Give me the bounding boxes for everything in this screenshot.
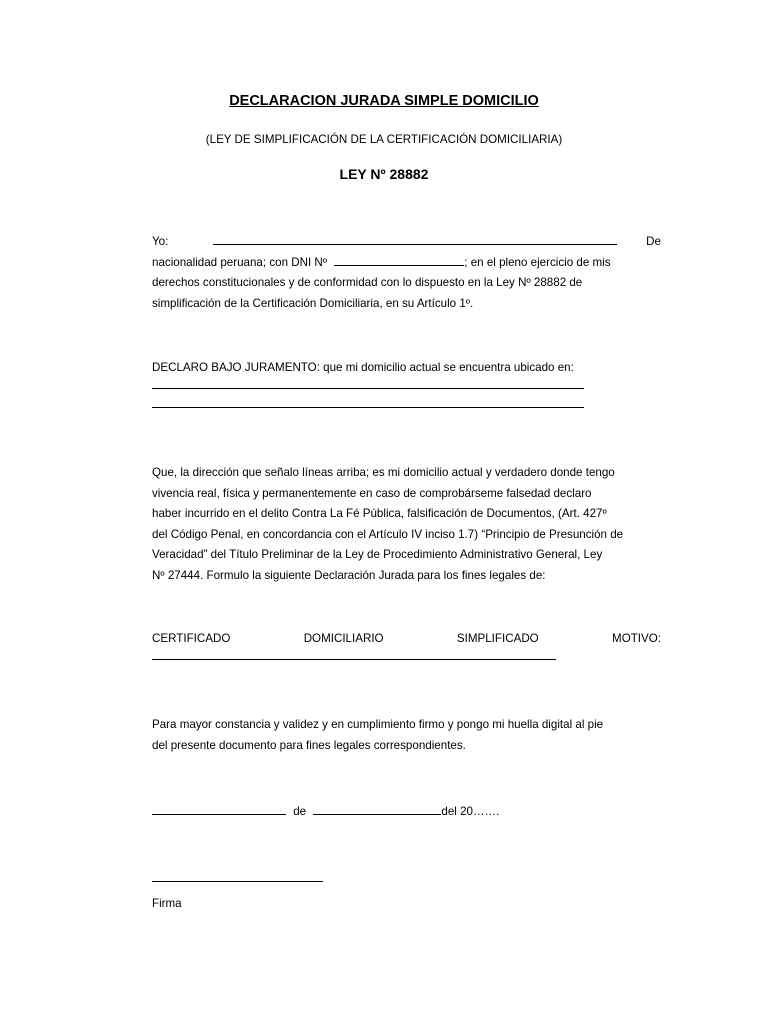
motivo-label: MOTIVO: — [612, 632, 661, 645]
motive-heading — [152, 629, 661, 650]
certificado-word: CERTIFICADO — [152, 632, 231, 645]
document-subtitle: (LEY DE SIMPLIFICACIÓN DE LA CERTIFICACIÓN DOMICILIARIA) — [205, 133, 563, 146]
dni-line — [152, 253, 661, 274]
closing-paragraph — [152, 715, 661, 756]
name-blank[interactable] — [213, 232, 617, 245]
dni-trailing-text: ; en el pleno ejercicio de mis — [464, 255, 611, 269]
date-year-label: del 20……. — [441, 805, 500, 818]
simplificado-word: SIMPLIFICADO — [456, 632, 539, 645]
declaro-text: DECLARO BAJO JURAMENTO: que mi domicilio actual se encuentra ubicado en: — [152, 361, 574, 374]
motive-blank[interactable] — [152, 650, 556, 660]
address-blank-2[interactable] — [152, 398, 584, 408]
date-day-blank[interactable] — [152, 802, 286, 815]
paragraph-line: Nº 27444. Formulo la siguiente Declaración Jurada para los fines legales de: — [152, 568, 546, 582]
de-label: De — [646, 235, 661, 248]
paragraph-line: haber incurrido en el delito Contra La Fé Pública, falsificación de Documentos, (Art. 427º — [152, 507, 607, 520]
paragraph-line: del presente documento para fines legales correspondientes. — [152, 738, 466, 752]
date-month-blank[interactable] — [313, 802, 441, 815]
paragraph-line: Que, la dirección que señalo líneas arriba; es mi domicilio actual y verdadero donde tengo — [152, 466, 615, 479]
date-de-label: de — [293, 805, 307, 818]
dni-blank[interactable] — [334, 253, 464, 266]
motive-section — [152, 629, 661, 660]
paragraph-line: del Código Penal, en concordancia con el Artículo IV inciso 1.7) “Principio de Presunción de — [152, 527, 624, 541]
personal-data-paragraph — [152, 232, 661, 314]
paragraph-line: vivencia real, física y permanentemente en caso de comprobárseme falsedad declaro — [152, 486, 592, 500]
paragraph-line: derechos constitucionales y de conformidad con lo dispuesto en la Ley Nº 28882 de — [152, 276, 583, 289]
paragraph-line: Para mayor constancia y validez y en cumplimiento firmo y pongo mi huella digital al pie — [152, 718, 604, 731]
signature-label: Firma — [152, 897, 182, 910]
address-declaration — [152, 358, 661, 408]
signature-section — [152, 872, 661, 915]
address-blank-1[interactable] — [152, 379, 584, 389]
document-title: DECLARACION JURADA SIMPLE DOMICILIO — [229, 93, 539, 109]
paragraph-line: Veracidad” del Título Preliminar de la Ley de Procedimiento Administrativo General, Ley — [152, 548, 603, 561]
date-row — [152, 802, 661, 823]
yo-label: Yo: — [152, 235, 169, 248]
dni-label: nacionalidad peruana; con DNI Nº — [152, 255, 328, 269]
signature-blank[interactable] — [152, 872, 323, 882]
name-line — [152, 232, 661, 253]
legal-paragraph — [152, 463, 661, 586]
date-line — [152, 802, 661, 823]
paragraph-line: simplificación de la Certificación Domiciliaria, en su Artículo 1º. — [152, 296, 474, 310]
domiciliario-word: DOMICILIARIO — [303, 632, 384, 645]
law-number: LEY Nº 28882 — [339, 166, 429, 182]
